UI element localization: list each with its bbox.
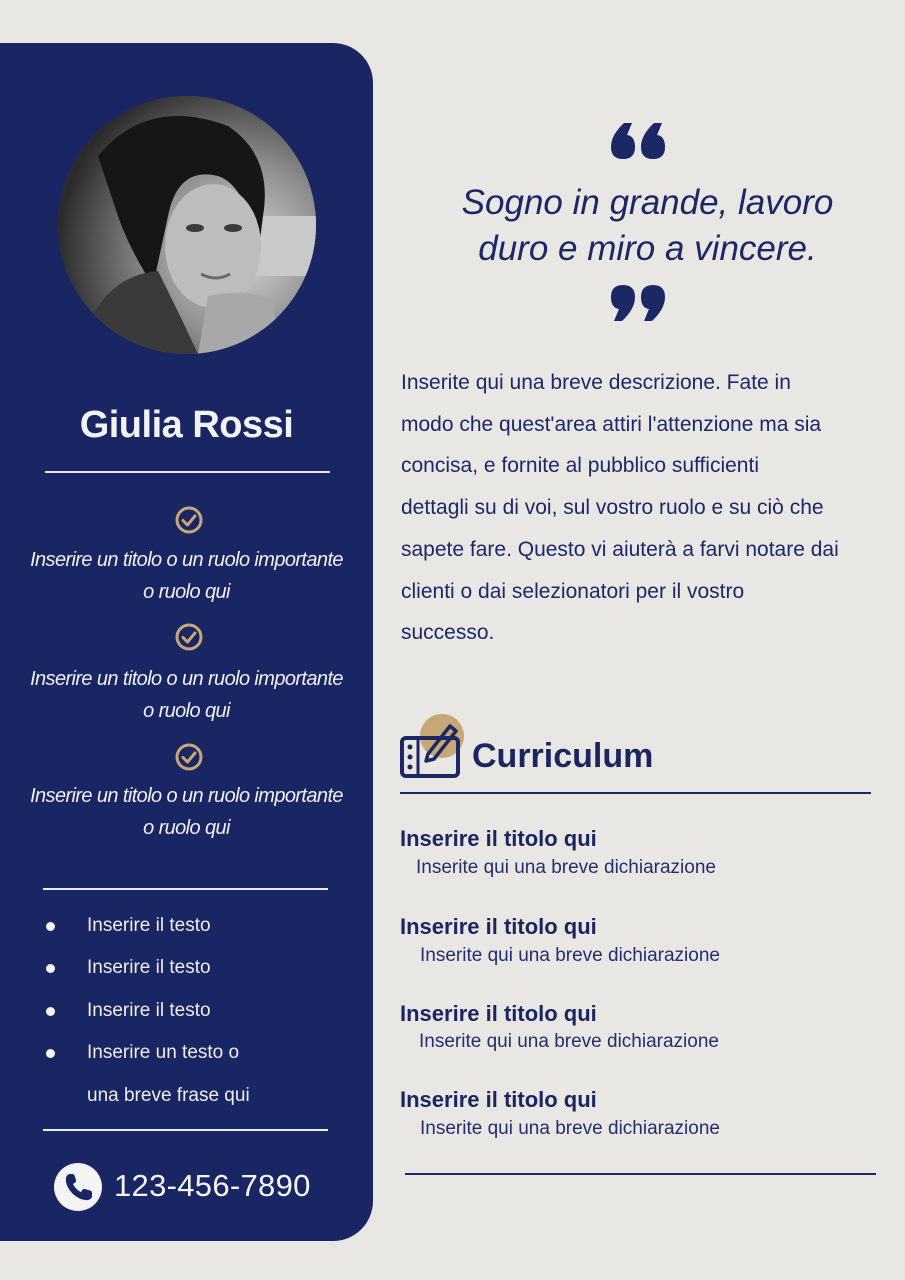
role-line: o ruolo qui: [143, 817, 230, 839]
bullet-item: Inserire il testo: [87, 915, 211, 936]
divider: [405, 1173, 876, 1175]
bullet-dot: [46, 1007, 55, 1016]
quote-text: [390, 180, 905, 272]
description-line: modo che quest'area attiri l'attenzione ma sia: [401, 412, 822, 436]
curriculum-item-title: Inserire il titolo qui: [400, 826, 597, 851]
phone-icon: [53, 1162, 103, 1212]
curriculum-icon: [398, 714, 464, 780]
role-text-1: [0, 544, 373, 608]
description-line: clienti o dai selezionatori per il vostro: [401, 579, 745, 603]
bullet-dot: [46, 964, 55, 973]
bullet-dot: [46, 922, 55, 931]
curriculum-item-desc: Inserite qui una breve dichiarazione: [420, 1118, 720, 1139]
description-line: successo.: [401, 621, 495, 645]
bullet-item: Inserire il testo: [87, 1000, 211, 1021]
profile-photo: [58, 96, 316, 354]
description-line: sapete fare. Questo vi aiuterà a farvi notare dai: [401, 537, 839, 561]
bullet-dot: [46, 1049, 55, 1058]
profile-description: [401, 362, 881, 654]
bullet-item-continuation: una breve frase qui: [87, 1085, 250, 1106]
divider: [400, 792, 871, 794]
curriculum-heading: Curriculum: [472, 737, 654, 775]
role-line: Inserire un titolo o un ruolo importante: [30, 668, 343, 690]
curriculum-item-title: Inserire il titolo qui: [400, 914, 597, 939]
check-circle-icon: [174, 622, 204, 652]
phone-number[interactable]: 123-456-7890: [114, 1168, 311, 1203]
curriculum-item-desc: Inserite qui una breve dichiarazione: [419, 1031, 719, 1052]
description-line: dettagli su di voi, sul vostro ruolo e su ciò che: [401, 496, 824, 520]
curriculum-item-desc: Inserite qui una breve dichiarazione: [420, 945, 720, 966]
description-line: Inserite qui una breve descrizione. Fate in: [401, 371, 791, 394]
divider: [45, 471, 330, 473]
curriculum-item-desc: Inserite qui una breve dichiarazione: [416, 857, 716, 878]
bullet-item: Inserire un testo o: [87, 1042, 240, 1063]
quote-line: duro e miro a vincere.: [478, 229, 817, 268]
check-circle-icon: [174, 505, 204, 535]
role-line: o ruolo qui: [143, 581, 230, 603]
role-text-2: [0, 663, 373, 727]
bullet-item: Inserire il testo: [87, 957, 211, 978]
profile-name: Giulia Rossi: [79, 404, 294, 446]
close-quote-icon: [610, 283, 666, 323]
role-line: Inserire un titolo o un ruolo importante: [30, 785, 343, 807]
role-line: o ruolo qui: [143, 700, 230, 722]
divider: [43, 1129, 328, 1131]
quote-line: Sogno in grande, lavoro: [461, 183, 834, 222]
role-line: Inserire un titolo o un ruolo importante: [30, 549, 343, 571]
open-quote-icon: [610, 121, 666, 161]
role-text-3: [0, 780, 373, 844]
curriculum-item-title: Inserire il titolo qui: [400, 1001, 597, 1026]
description-line: concisa, e fornite al pubblico sufficienti: [401, 454, 759, 478]
divider: [43, 888, 328, 890]
portrait-image: [58, 96, 316, 354]
check-circle-icon: [174, 742, 204, 772]
curriculum-item-title: Inserire il titolo qui: [400, 1087, 597, 1112]
